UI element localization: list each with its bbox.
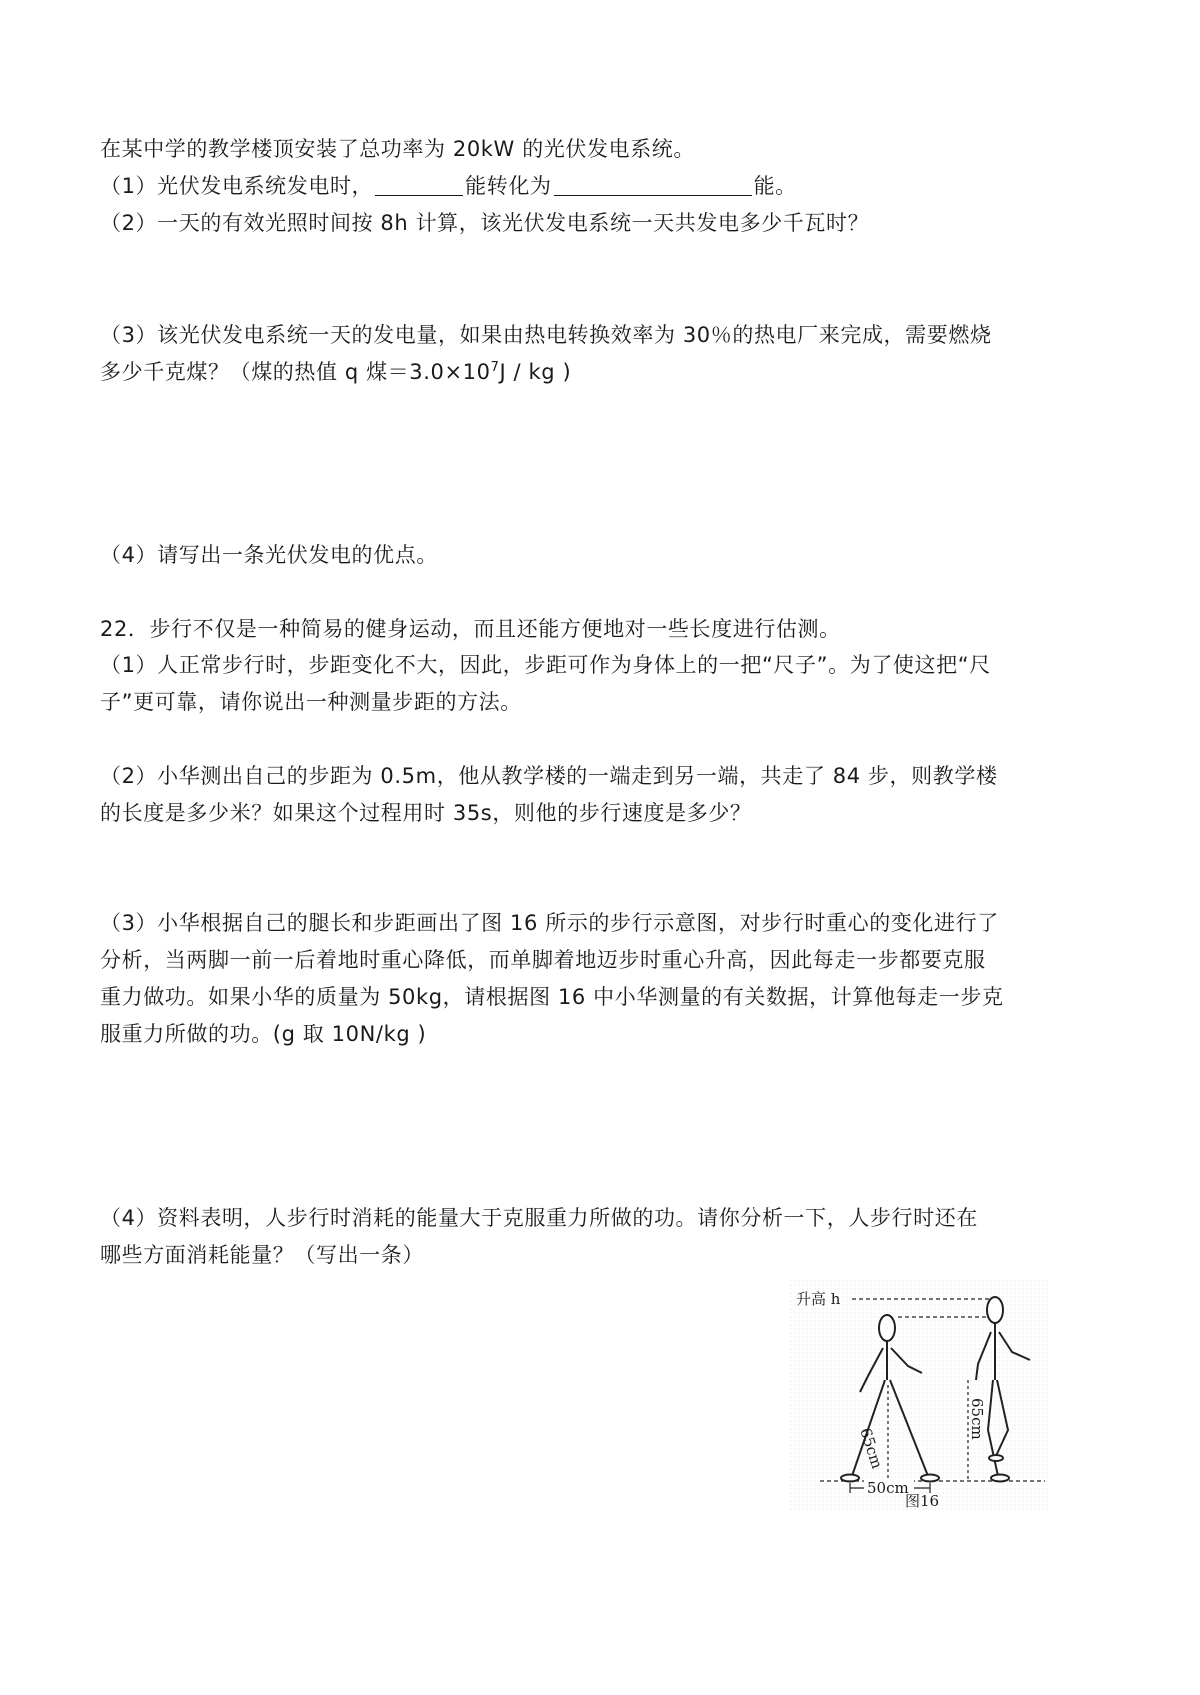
- q22-part2-line1: （2）小华测出自己的步距为 0.5m，他从教学楼的一端走到另一端，共走了 84 步，则教学楼: [100, 764, 998, 788]
- q21-part2: （2）一天的有效光照时间按 8h 计算，该光伏发电系统一天共发电多少千瓦时？: [100, 211, 870, 235]
- q21-part1-text-b: 能转化为: [465, 174, 552, 198]
- right-leg-length-label: 65cm: [968, 1398, 986, 1440]
- figure-16-walking-diagram: [790, 1280, 1050, 1510]
- q22-part4-line2: 哪些方面消耗能量？（写出一条）: [100, 1243, 424, 1267]
- q22-part4-line1: （4）资料表明，人步行时消耗的能量大于克服重力所做的功。请你分析一下，人步行时还在: [100, 1206, 978, 1230]
- exponent: 7: [490, 360, 500, 375]
- q22-part1-line1: （1）人正常步行时，步距变化不大，因此，步距可作为身体上的一把“尺子”。为了使这把“尺: [100, 653, 991, 677]
- q21-part3-line1: （3）该光伏发电系统一天的发电量，如果由热电转换效率为 30％的热电厂来完成，需要燃烧: [100, 323, 992, 347]
- q22-intro: 22．步行不仅是一种简易的健身运动，而且还能方便地对一些长度进行估测。: [100, 617, 841, 641]
- answer-blank-2[interactable]: [554, 173, 752, 196]
- q22-part2-line2: 的长度是多少米？如果这个过程用时 35s，则他的步行速度是多少？: [100, 801, 752, 825]
- q22-part3-line1: （3）小华根据自己的腿长和步距画出了图 16 所示的步行示意图，对步行时重心的变化进行了: [100, 911, 999, 935]
- answer-blank-1[interactable]: [375, 173, 463, 196]
- q21-intro: 在某中学的教学楼顶安装了总功率为 20kW 的光伏发电系统。: [100, 137, 695, 161]
- rise-label: 升高 h: [796, 1290, 841, 1308]
- q22-part1-line2: 子”更可靠，请你说出一种测量步距的方法。: [100, 690, 522, 714]
- q22-part3-line3: 重力做功。如果小华的质量为 50kg，请根据图 16 中小华测量的有关数据，计算他每走一步克: [100, 985, 1004, 1009]
- figure-background: [790, 1280, 1050, 1510]
- figure-caption: 图16: [905, 1492, 940, 1510]
- q21-part3-line2: [100, 357, 1110, 387]
- q21-part4: （4）请写出一条光伏发电的优点。: [100, 543, 438, 567]
- step-length-label: 50cm: [867, 1479, 909, 1497]
- q21-part1-text-c: 能。: [753, 174, 797, 198]
- q21-part3-text-b: J / kg ): [499, 360, 572, 384]
- q21-part3-text-a: 多少千克煤？（煤的热值 q 煤＝3.0×10: [100, 360, 491, 384]
- left-leg-length-label: 65cm: [856, 1425, 887, 1471]
- q21-part1-text-a: （1）光伏发电系统发电时，: [100, 174, 374, 198]
- q21-part1: [100, 171, 1110, 201]
- q22-part3-line2: 分析，当两脚一前一后着地时重心降低，而单脚着地迈步时重心升高，因此每走一步都要克服: [100, 948, 986, 972]
- q22-part3-line4: 服重力所做的功。(g 取 10N/kg ): [100, 1022, 427, 1046]
